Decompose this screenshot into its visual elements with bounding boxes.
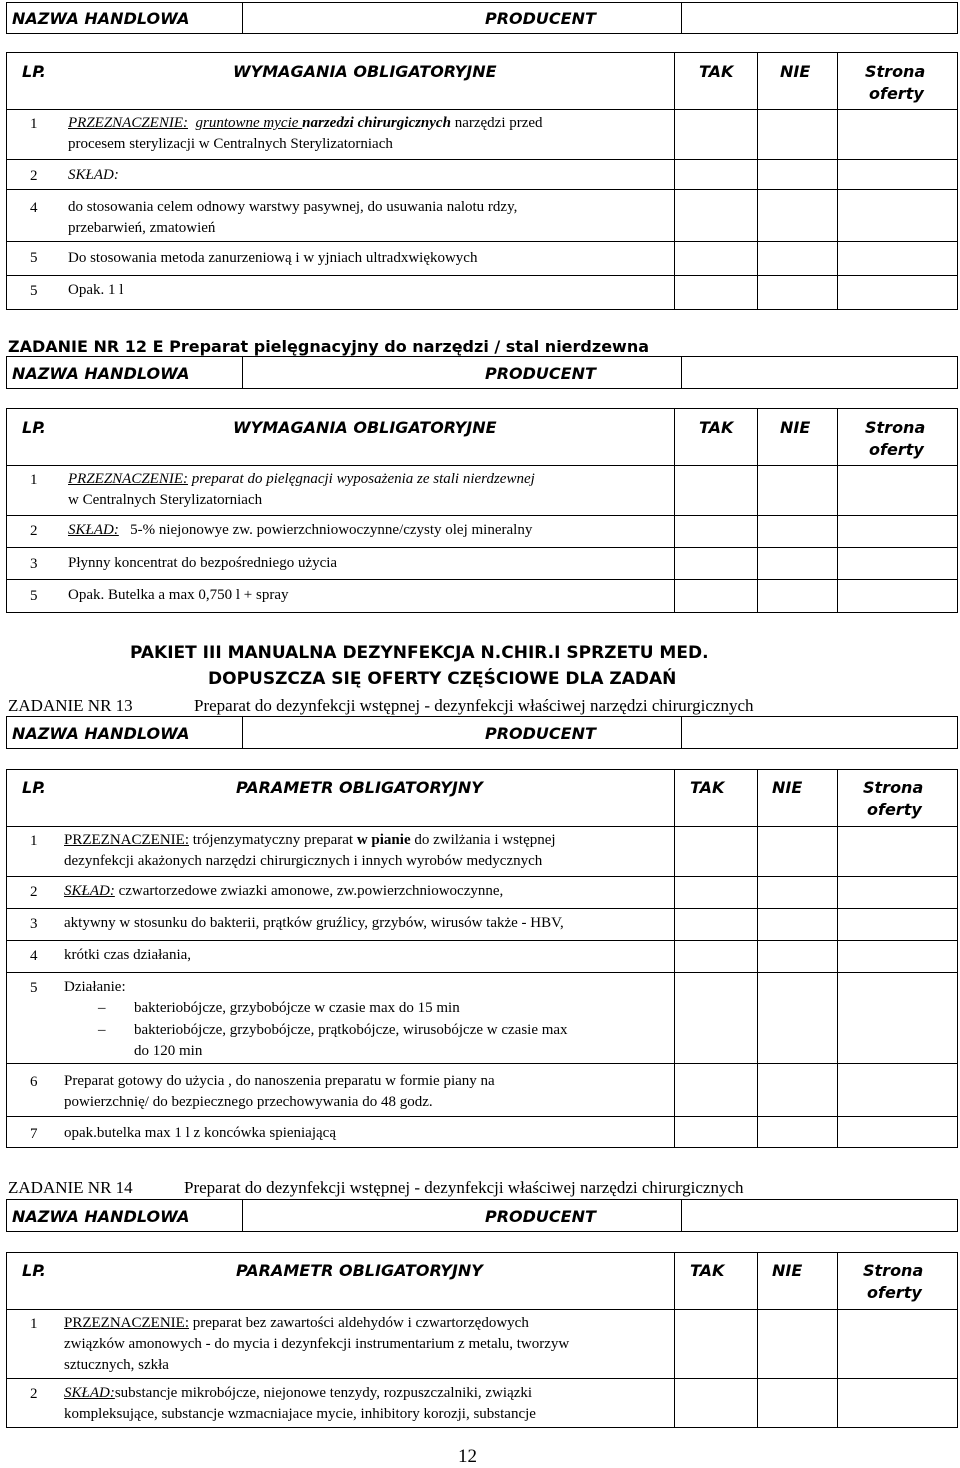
row-divider [7,1063,957,1064]
producent-label: PRODUCENT [485,364,596,383]
requirements-table-1 [6,52,958,310]
nie-header: NIE [772,1261,803,1280]
divider [681,1200,682,1231]
row-text: Preparat gotowy do użycia , do nanoszenia preparatu w formie piany na powierzchnię/ do bezpiecznego przechowywania do 48 godz. [64,1073,495,1110]
task-12-title: ZADANIE NR 12 E Preparat pielęgnacyjny do narzędzi / stal nierdzewna [8,337,650,356]
col-divider [674,53,675,309]
row-divider [7,940,957,941]
row-number: 6 [30,1074,38,1090]
row-divider [7,515,957,516]
oferty-header: oferty [867,800,922,819]
row-number: 1 [30,833,38,849]
row-divider [7,275,957,276]
divider [681,357,682,388]
divider [242,717,243,748]
row-text: krótki czas działania, [64,947,192,963]
col-divider [674,1253,675,1427]
row-number: 5 [30,283,38,299]
col-divider [757,409,758,612]
producent-label: PRODUCENT [485,1207,596,1226]
row-text: Opak. Butelka a max 0,750 l + spray [68,587,289,603]
row-number: 5 [30,980,38,996]
row-number: 4 [30,200,38,216]
row-text: Płynny koncentrat do bezpośredniego użycia [68,555,338,571]
row-text: PRZEZNACZENIE: preparat do pielęgnacji wyposażenia ze stali nierdzewnej w Centralnych Sterylizatorniach [68,471,535,508]
row-text: bakteriobójcze, grzybobójcze, prątkobójcze, wirusobójcze w czasie max [134,1022,568,1038]
row-text: SKŁAD: 5-% niejonowye zw. powierzchniowoczynne/czysty olej mineralny [68,522,533,538]
row-text: opak.butelka max 1 l z koncówka spieniającą [64,1125,336,1141]
divider [242,3,243,33]
row-number: 5 [30,250,38,266]
oferty-header: oferty [869,440,924,459]
requirements-header: WYMAGANIA OBLIGATORYJNE [233,62,497,81]
tak-header: TAK [699,62,734,81]
parameter-header: PARAMETR OBLIGATORYJNY [236,778,483,797]
oferty-header: oferty [869,84,924,103]
tak-header: TAK [690,1261,725,1280]
row-divider [7,465,957,466]
row-number: 3 [30,556,38,572]
nie-header: NIE [772,778,803,797]
row-number: 1 [30,116,38,132]
lp-header: LP. [22,1261,46,1280]
row-number: 4 [30,948,38,964]
row-text: PRZEZNACZENIE: preparat bez zawartości aldehydów i czwartorzędowych związków amonowych - do mycia i dezynfekcji instrumentarium z metalu, tworzyw sztucznych, szkła [64,1315,570,1373]
task-13-title: Preparat do dezynfekcji wstępnej - dezynfekcji właściwej narzędzi chirurgicznych [194,696,754,715]
row-text: bakteriobójcze, grzybobójcze w czasie max do 15 min [134,1000,460,1016]
divider [242,1200,243,1231]
row-text: Działanie: [64,979,126,995]
nie-header: NIE [780,62,811,81]
tak-header: TAK [699,418,734,437]
divider [242,357,243,388]
row-text: PRZEZNACZENIE: trójenzymatyczny preparat w pianie do zwilżania i wstępnej dezynfekcji akażonych narzędzi chirurgicznych i innych wyrobów medycznych [64,832,556,869]
row-number: 7 [30,1126,38,1142]
row-divider [7,1309,957,1310]
task-13-number: ZADANIE NR 13 [8,696,133,715]
row-divider [7,109,957,110]
row-divider [7,1378,957,1379]
row-number: 2 [30,168,38,184]
nazwa-handlowa-label: NAZWA HANDLOWA [12,724,190,743]
task-14-number: ZADANIE NR 14 [8,1178,133,1197]
col-divider [674,409,675,612]
row-divider [7,826,957,827]
producent-label: PRODUCENT [485,9,596,28]
row-divider [7,876,957,877]
col-divider [757,53,758,309]
col-divider [837,53,838,309]
requirements-header: WYMAGANIA OBLIGATORYJNE [233,418,497,437]
row-text: Do stosowania metoda zanurzeniową i w yjniach ultradxwiękowych [68,250,478,266]
nazwa-handlowa-label: NAZWA HANDLOWA [12,9,190,28]
row-number: 5 [30,588,38,604]
divider [681,717,682,748]
row-text: Opak. 1 l [68,282,124,298]
row-divider [7,159,957,160]
nazwa-handlowa-label: NAZWA HANDLOWA [12,364,190,383]
strona-header: Strona [865,62,926,81]
task-14-title: Preparat do dezynfekcji wstępnej - dezynfekcji właściwej narzędzi chirurgicznych [184,1178,744,1197]
strona-header: Strona [863,778,924,797]
page-number: 12 [458,1446,477,1467]
row-divider [7,547,957,548]
row-text: do stosowania celem odnowy warstwy pasywnej, do usuwania nalotu rdzy, przebarwień, zmatowień [68,199,518,236]
row-divider [7,189,957,190]
oferty-header: oferty [867,1283,922,1302]
row-number: 2 [30,1386,38,1402]
lp-header: LP. [22,418,46,437]
strona-header: Strona [865,418,926,437]
row-number: 3 [30,916,38,932]
nazwa-handlowa-label: NAZWA HANDLOWA [12,1207,190,1226]
row-divider [7,579,957,580]
nie-header: NIE [780,418,811,437]
strona-header: Strona [863,1261,924,1280]
producent-label: PRODUCENT [485,724,596,743]
row-text: SKŁAD: [68,167,119,183]
row-text: SKŁAD:substancje mikrobójcze, niejonowe tenzydy, rozpuszczalniki, związki kompleksujące, substancje wzmacniajace mycie, inhibitory korozji, substancje [64,1385,536,1422]
package-title: PAKIET III MANUALNA DEZYNFEKCJA N.CHIR.I SPRZETU MED. [130,643,709,663]
col-divider [837,409,838,612]
row-number: 2 [30,884,38,900]
row-text: do 120 min [134,1043,203,1059]
divider [681,3,682,33]
parameter-header: PARAMETR OBLIGATORYJNY [236,1261,483,1280]
row-number: 2 [30,523,38,539]
row-divider [7,241,957,242]
row-divider [7,908,957,909]
row-text: SKŁAD: czwartorzedowe zwiazki amonowe, zw.powierzchniowoczynne, [64,883,504,899]
col-divider [757,1253,758,1427]
row-number: 1 [30,1316,38,1332]
dash-bullet: – [98,1000,106,1016]
row-divider [7,1116,957,1117]
row-text: PRZEZNACZENIE: gruntowne mycie narzedzi chirurgicznych narzędzi przed procesem sterylizacji w Centralnych Sterylizatorniach [68,115,543,152]
dash-bullet: – [98,1022,106,1038]
row-text: aktywny w stosunku do bakterii, prątków gruźlicy, grzybów, wirusów także - HBV, [64,915,564,931]
row-number: 1 [30,472,38,488]
col-divider [837,1253,838,1427]
tak-header: TAK [690,778,725,797]
package-subtitle: DOPUSZCZA SIĘ OFERTY CZĘŚCIOWE DLA ZADAŃ [208,669,677,689]
lp-header: LP. [22,62,46,81]
row-divider [7,972,957,973]
lp-header: LP. [22,778,46,797]
